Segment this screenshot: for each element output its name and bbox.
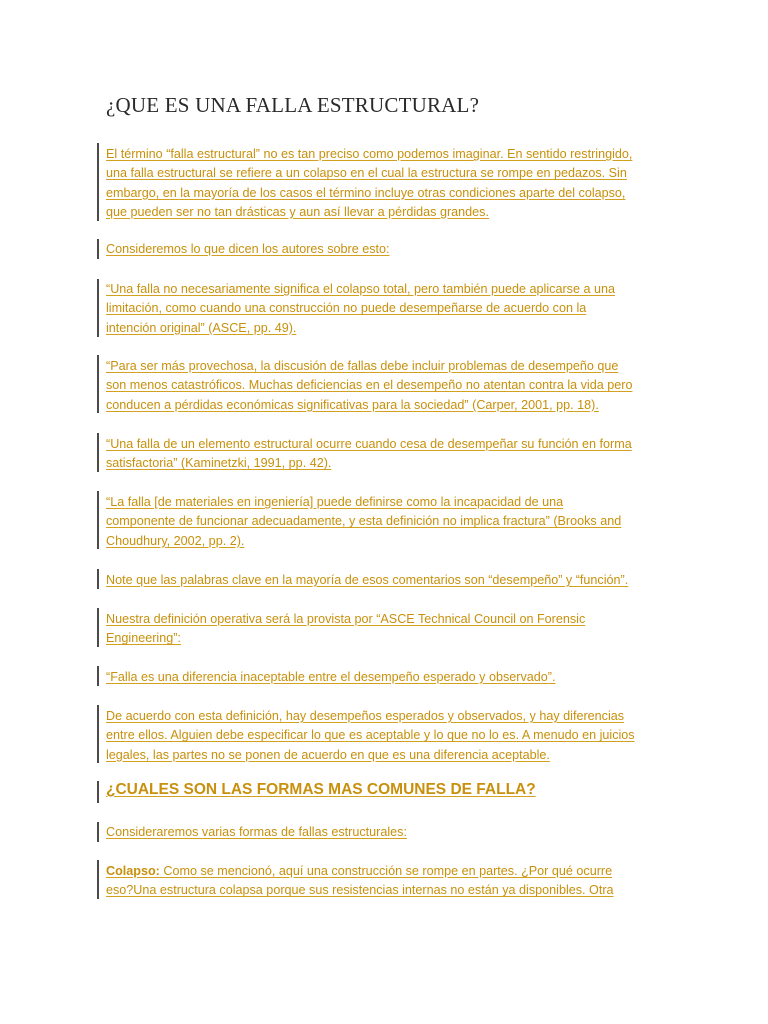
quote-carper[interactable] (106, 357, 666, 415)
text-line: conducen a pérdidas económicas significativas para la sociedad” (Carper, 2001, pp. 18). (106, 397, 599, 412)
quote-bar (97, 781, 99, 803)
quote-bar (97, 608, 99, 647)
text-line: eso?Una estructura colapsa porque sus resistencias internas no están ya disponibles. Otra (106, 883, 614, 898)
text-line: componente de funcionar adecuadamente, y esta definición no implica fractura” (Brooks and (106, 514, 622, 529)
text-line: legales, las partes no se ponen de acuerdo en que es una diferencia aceptable. (106, 747, 550, 762)
text-line: entre ellos. Alguien debe especificar lo que es aceptable y lo que no lo es. A menudo en juicios (106, 728, 635, 743)
quote-bar (97, 143, 99, 221)
paragraph-definition[interactable] (106, 610, 666, 649)
text-fragment: Como se mencionó, aquí una construcción se rompe en partes. ¿Por qué ocurre (159, 864, 613, 878)
paragraph-colapso[interactable] (106, 862, 666, 901)
text-line: Consideremos lo que dicen los autores sobre esto: (106, 242, 390, 256)
text-line: son menos catastróficos. Muchas deficiencias en el desempeño no atentan contra la vida pero (106, 378, 633, 393)
paragraph-forms-intro[interactable] (106, 823, 666, 842)
quote-bar (97, 822, 99, 842)
quote-bar (97, 569, 99, 589)
quote-bar (97, 433, 99, 472)
quote-bar (97, 666, 99, 686)
quote-bar (97, 279, 99, 337)
quote-definition[interactable] (106, 668, 666, 687)
quote-bar (97, 355, 99, 413)
paragraph-authors-intro[interactable] (106, 240, 666, 259)
text-line: que pueden ser no tan drásticas y aun así llevar a pérdidas grandes. (106, 204, 489, 219)
text-line: El término “falla estructural” no es tan preciso como podemos imaginar. En sentido restringido, (106, 147, 633, 161)
text-line: embargo, en la mayoría de los casos el término incluye otras condiciones aparte del colapso, (106, 185, 626, 200)
quote-bar (97, 491, 99, 549)
paragraph-expected-observed[interactable] (106, 707, 666, 765)
quote-kaminetzki[interactable] (106, 435, 666, 474)
term-label: Colapso: (106, 864, 160, 878)
text-line: Engineering”: (106, 631, 181, 646)
text-line: “Una falla no necesariamente significa el colapso total, pero también puede aplicarse a una (106, 282, 615, 296)
paragraph-intro[interactable] (106, 145, 666, 222)
text-line: “La falla [de materiales en ingeniería] puede definirse como la incapacidad de una (106, 495, 564, 509)
text-line: “Falla es una diferencia inaceptable entre el desempeño esperado y observado”. (106, 670, 556, 684)
text-line: Choudhury, 2002, pp. 2). (106, 533, 245, 548)
text-line: Nuestra definición operativa será la provista por “ASCE Technical Council on Forensic (106, 612, 586, 626)
text-line (106, 862, 666, 881)
paragraph-keywords[interactable] (106, 571, 666, 590)
quote-bar (97, 705, 99, 763)
text-line: “Una falla de un elemento estructural ocurre cuando cesa de desempeñar su función en forma (106, 437, 632, 451)
text-line: intención original” (ASCE, pp. 49). (106, 320, 297, 335)
text-line: “Para ser más provechosa, la discusión de fallas debe incluir problemas de desempeño que (106, 359, 619, 373)
text-line: Consideraremos varias formas de fallas estructurales: (106, 825, 407, 839)
section-heading[interactable]: ¿CUALES SON LAS FORMAS MAS COMUNES DE FALLA? (106, 781, 536, 798)
text-line: Note que las palabras clave en la mayoría de esos comentarios son “desempeño” y “función”. (106, 573, 629, 587)
quote-bar (97, 860, 99, 899)
text-line: satisfactoria” (Kaminetzki, 1991, pp. 42). (106, 456, 332, 471)
quote-brooks[interactable] (106, 493, 666, 551)
quote-bar (97, 239, 99, 259)
text-line: De acuerdo con esta definición, hay desempeños esperados y observados, y hay diferencias (106, 709, 625, 723)
text-line: una falla estructural se refiere a un colapso en el cual la estructura se rompe en pedazos. Sin (106, 166, 627, 181)
page-title: ¿QUE ES UNA FALLA ESTRUCTURAL? (106, 93, 480, 117)
quote-asce[interactable] (106, 280, 666, 338)
text-line: limitación, como cuando una construcción no puede desempeñarse de acuerdo con la (106, 301, 587, 316)
